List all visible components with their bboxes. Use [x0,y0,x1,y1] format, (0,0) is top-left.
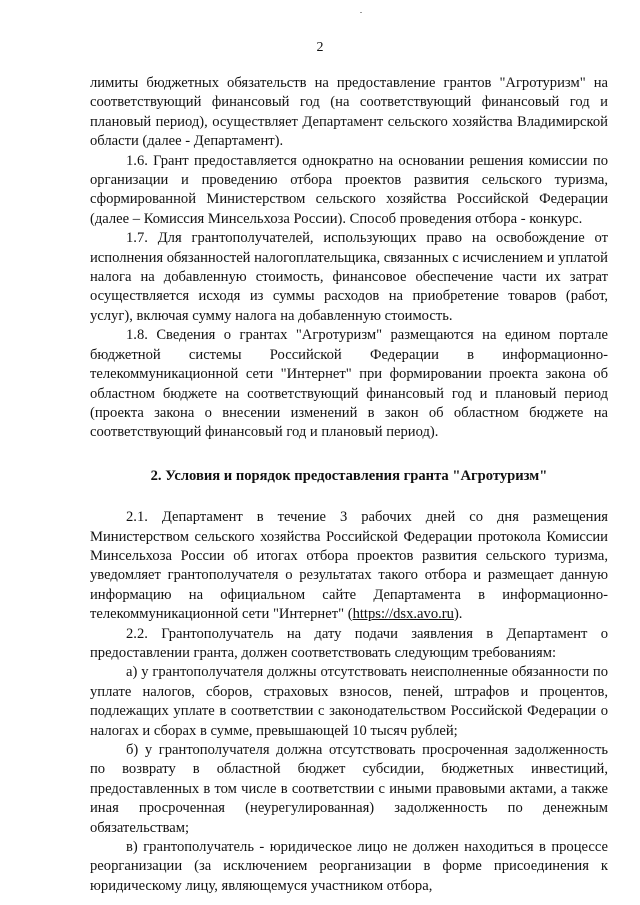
page-number: 2 [316,40,324,55]
paragraph-2-1-end: ). [453,606,463,623]
paragraph-1-8: 1.8. Сведения о грантах "Агротуризм" размещаются на едином портале бюджетной системы Российской Федерации в информационно-телекоммуникационной сети "Интернет" при формировании проекта закона об областном бюджете на соответствующий финансовый год и плановый период (проекта закона о внесении изменений в закон об областном бюджете на соответствующий финансовый год и плановый период). [90,327,608,441]
document-body [90,74,608,896]
paragraph-1-7: 1.7. Для грантополучателей, использующих право на освобождение от исполнения обязанностей налогоплательщика, связанных с исчислением и уплатой налога на добавленную стоимость, финансовое обеспечение части их затрат осуществляется исходя из суммы расходов на приобретение товаров (работ, услуг), включая сумму налога на добавленную стоимость. [90,230,608,324]
paragraph-1-6: 1.6. Грант предоставляется однократно на основании решения комиссии по организации и проведению отбора проектов развития сельского туризма, сформированной Министерством сельского хозяйства Российской Федерации (далее – Комиссия Минсельхоза России). Способ проведения отбора - конкурс. [90,152,608,227]
paragraph-continuation: лимиты бюджетных обязательств на предоставление грантов "Агротуризм" на соответствующий финансовый год (на соответствующий финансовый год и плановый период), осуществляет Департамент сельского хозяйства Владимирской области (далее - Департамент). [90,75,608,150]
paragraph-2-1 [90,508,608,624]
paragraph-2-2-a: а) у грантополучателя должны отсутствовать неисполненные обязанности по уплате налогов, сборов, страховых взносов, пеней, штрафов и процентов, подлежащих уплате в соответствии с законодательством Российской Федерации о налогах и сборах в сумме, превышающей 10 тысяч рублей; [90,664,608,739]
section-heading-2: 2. Условия и порядок предоставления гранта "Агротуризм" [150,467,548,484]
paragraph-2-2: 2.2. Грантополучатель на дату подачи заявления в Департамент о предоставлении гранта, должен соответствовать следующим требованиям: [90,625,608,661]
paragraph-2-2-b: б) у грантополучателя должна отсутствовать просроченная задолженность по возврату в областной бюджет субсидии, бюджетных инвестиций, предоставленных в том числе в соответствии с иными правовыми актами, а также иная просроченная (неурегулированная) задолженность по денежным обязательствам; [90,742,608,836]
paragraph-2-2-v: в) грантополучатель - юридическое лицо не должен находиться в процессе реорганизации (за исключением реорганизации в форме присоединения к юридическому лицу, являющемуся участником отбора, [90,839,608,894]
paragraph-2-1-text: 2.1. Департамент в течение 3 рабочих дней со дня размещения Министерством сельского хозяйства Российской Федерации протокола Комиссии Минсельхоза России об итогах отбора проектов развития сельского туризма, уведомляет грантополучателя о результатах такого отбора и размещает данную информацию на официальном сайте Департамента в информационно-телекоммуникационной сети "Интернет" ( [90,509,608,623]
scan-speck [360,12,362,13]
department-website-link[interactable]: https://dsx.avo.ru [352,606,454,623]
